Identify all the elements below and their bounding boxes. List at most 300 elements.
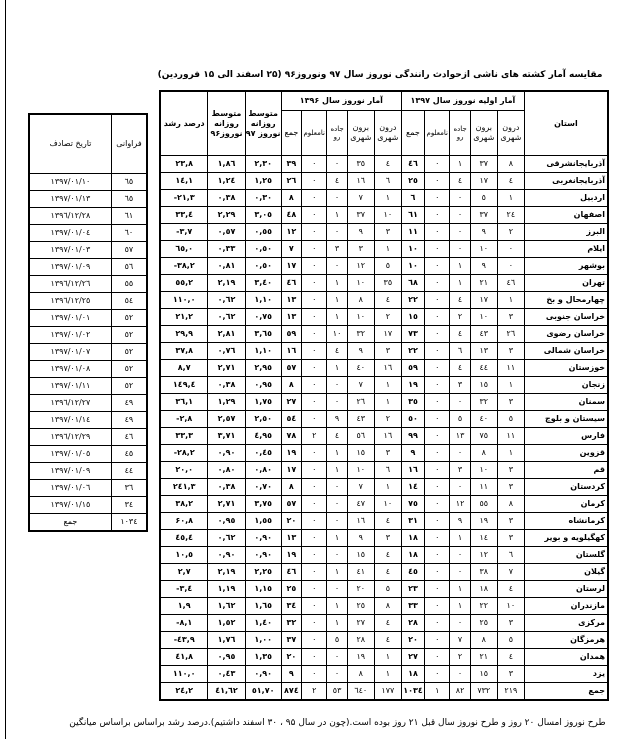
list-item — [29, 225, 147, 242]
outer96-cell: ۸ — [347, 292, 374, 309]
province-cell: سمنان — [524, 394, 608, 411]
rural97-cell: ۲ — [450, 649, 470, 666]
outer96-cell: ۳ — [347, 241, 374, 258]
outer97-cell: ۷٥ — [470, 428, 497, 445]
accident-date-cell: ۱۳۹٦/۱۲/۲٦ — [29, 276, 111, 293]
rural97-cell: ٤ — [450, 326, 470, 343]
total96-cell: ٥۷ — [281, 496, 301, 513]
outer96-cell: ۷ — [347, 479, 374, 496]
urban97-cell: ٦ — [497, 547, 524, 564]
total96-cell: ۸ — [281, 377, 301, 394]
growth-cell: ۱,۹ — [160, 598, 208, 615]
header-avg97: متوسط روزانه نوروز ۹۷ — [245, 91, 281, 156]
province-cell: آذربایجانشرقی — [524, 156, 608, 173]
table-row — [160, 428, 608, 445]
urban97-cell: ۳ — [497, 343, 524, 360]
unknown96-cell: ۰ — [302, 292, 327, 309]
unknown96-cell: ۰ — [302, 343, 327, 360]
avg96-cell: ۱,۱۹ — [208, 581, 245, 598]
urban97-cell: ۸ — [497, 496, 524, 513]
unknown97-cell: ۰ — [425, 173, 450, 190]
urban97-cell: ۳ — [497, 513, 524, 530]
rural97-cell: ۰ — [450, 224, 470, 241]
rural96-cell: ۰ — [327, 479, 347, 496]
urban97-cell: ۱۰ — [497, 598, 524, 615]
growth-cell: ۲۳,۸ — [160, 156, 208, 173]
avg97-cell: ۲,۲٥ — [245, 564, 281, 581]
accident-date-cell: ۱۳۹۷/۰۱/۰۲ — [29, 327, 111, 344]
rural97-cell: ۱ — [450, 581, 470, 598]
total97-cell: ۱۰۳٤ — [401, 683, 424, 701]
urban96-cell: ٦ — [374, 462, 401, 479]
growth-cell: -٤۳,۹ — [160, 632, 208, 649]
urban96-cell: ۳ — [374, 224, 401, 241]
avg97-cell: ۱,۱۰ — [245, 343, 281, 360]
province-cell: بوشهر — [524, 258, 608, 275]
urban97-cell: ۱ — [497, 377, 524, 394]
urban96-cell: ۱ — [374, 377, 401, 394]
urban96-cell: ۱ — [374, 479, 401, 496]
avg96-cell: ۰,۳۸ — [208, 377, 245, 394]
rural97-cell: ۱۳ — [450, 428, 470, 445]
growth-cell: -۲,۸ — [160, 411, 208, 428]
avg96-cell: ۱,۲۹ — [208, 394, 245, 411]
urban97-cell: ۱ — [497, 292, 524, 309]
rural96-cell: ۰ — [327, 513, 347, 530]
total96-cell: ۸ — [281, 190, 301, 207]
table-row — [160, 547, 608, 564]
rural96-cell: ۱ — [327, 360, 347, 377]
rural97-cell: ۱ — [450, 275, 470, 292]
list-item — [29, 174, 147, 191]
outer96-cell: ۱٦ — [347, 173, 374, 190]
accident-date-cell: ۱۳۹٦/۱۲/۲۸ — [29, 208, 111, 225]
outer97-cell: ۱۰ — [470, 241, 497, 258]
avg96-cell: ٤۱,٦۲ — [208, 683, 245, 701]
outer97-cell: ۱۲ — [470, 547, 497, 564]
province-cell: مازندران — [524, 598, 608, 615]
growth-cell: ۳۳,۳ — [160, 428, 208, 445]
avg97-cell: ٤,۹٥ — [245, 428, 281, 445]
urban97-cell: ۳ — [497, 530, 524, 547]
outer97-cell: ۳۷ — [470, 207, 497, 224]
total97-cell: ۱۸ — [401, 547, 424, 564]
list-item — [29, 293, 147, 310]
rural96-cell: ۰ — [327, 581, 347, 598]
table-row — [160, 343, 608, 360]
unknown96-cell: ۰ — [302, 156, 327, 173]
total97-cell: ۱٤ — [401, 479, 424, 496]
avg96-cell: ۰,۸۱ — [208, 258, 245, 275]
province-cell: خراسان جنوبی — [524, 309, 608, 326]
table-row — [160, 394, 608, 411]
avg96-cell: ۰,۹٥ — [208, 649, 245, 666]
total96-cell: ۱۹ — [281, 445, 301, 462]
urban97-cell: ۲٦ — [497, 326, 524, 343]
outer96-cell: ٥٦ — [347, 428, 374, 445]
table-row — [160, 241, 608, 258]
urban96-cell: ۱۰ — [374, 496, 401, 513]
avg97-cell: ۱,۱٥ — [245, 581, 281, 598]
total97-cell: ۹۹ — [401, 428, 424, 445]
total97-cell: ۳۳ — [401, 598, 424, 615]
avg97-cell: ۱,٦٥ — [245, 598, 281, 615]
total96-cell: ۸ — [281, 479, 301, 496]
avg96-cell: ۲,۱۹ — [208, 564, 245, 581]
growth-cell: -۳,٤ — [160, 581, 208, 598]
rural96-cell: ۰ — [327, 666, 347, 683]
unknown96-cell: ۰ — [302, 564, 327, 581]
outer96-cell: ۲۰ — [347, 581, 374, 598]
unknown97-cell: ۰ — [425, 428, 450, 445]
rural97-cell: ٤ — [450, 173, 470, 190]
outer97-cell: ۸ — [470, 632, 497, 649]
avg97-cell: ۱,۰۰ — [245, 632, 281, 649]
urban97-cell: ۳ — [497, 615, 524, 632]
unknown97-cell: ۰ — [425, 360, 450, 377]
urban96-cell: ۳ — [374, 445, 401, 462]
list-item — [29, 327, 147, 344]
unknown96-cell: ۰ — [302, 598, 327, 615]
urban96-cell: ۱٦ — [374, 428, 401, 445]
rural96-cell: ٤ — [327, 428, 347, 445]
growth-cell: ۳۳,٤ — [160, 207, 208, 224]
outer97-cell: ۱٥ — [470, 377, 497, 394]
urban97-cell: ٤ — [497, 173, 524, 190]
avg97-cell: ۰,۸۰ — [245, 462, 281, 479]
total97-cell: ۲٥ — [401, 173, 424, 190]
province-rows — [160, 156, 608, 701]
avg96-cell: ۰,٦۲ — [208, 309, 245, 326]
total97-cell: ۱۰ — [401, 241, 424, 258]
table-row — [160, 632, 608, 649]
unknown97-cell: ۰ — [425, 224, 450, 241]
outer96-cell: ٤۰ — [347, 360, 374, 377]
total97-cell: ۲۳ — [401, 581, 424, 598]
frequency-cell: ٦۰ — [111, 225, 147, 242]
total96-cell: ۱٦ — [281, 343, 301, 360]
avg96-cell: ۱,۸٦ — [208, 156, 245, 173]
avg97-cell: ۱,۲٥ — [245, 173, 281, 190]
header-unknown-96: نامعلوم — [302, 111, 327, 156]
province-cell: کهگیلویه و بویر — [524, 530, 608, 547]
outer96-cell: ۱۰ — [347, 275, 374, 292]
urban97-cell: ۱ — [497, 190, 524, 207]
avg96-cell: ۰,۹۰ — [208, 547, 245, 564]
urban96-cell: ۱٦ — [374, 360, 401, 377]
province-cell: هرمزگان — [524, 632, 608, 649]
table-row — [160, 292, 608, 309]
urban97-cell: ٥ — [497, 411, 524, 428]
growth-cell: ۲۱,۲ — [160, 309, 208, 326]
accident-date-cell: ۱۳۹۷/۰۱/۰۹ — [29, 463, 111, 480]
rural96-cell: ۱ — [327, 530, 347, 547]
outer96-cell: ۷ — [347, 190, 374, 207]
avg97-cell: ۲,٥۰ — [245, 411, 281, 428]
avg96-cell: ۰,۳۳ — [208, 241, 245, 258]
outer96-cell: ۲۷ — [347, 615, 374, 632]
frequency-cell: ۱۰۳٤ — [111, 514, 147, 532]
avg97-cell: ۰,۹۰ — [245, 530, 281, 547]
province-cell: چهارمحال و بخ — [524, 292, 608, 309]
rural96-cell: ۱ — [327, 445, 347, 462]
urban96-cell: ۱ — [374, 666, 401, 683]
urban96-cell: ٥ — [374, 581, 401, 598]
total97-cell: ۷۳ — [401, 326, 424, 343]
frequency-cell: ٤۹ — [111, 412, 147, 429]
urban96-cell: ۱۷۷ — [374, 683, 401, 701]
outer97-cell: ۱۸ — [470, 581, 497, 598]
province-cell: تهران — [524, 275, 608, 292]
total97-cell: ۷٥ — [401, 496, 424, 513]
rural96-cell: ٤ — [327, 343, 347, 360]
unknown97-cell: ۰ — [425, 377, 450, 394]
urban96-cell: ۲ — [374, 309, 401, 326]
urban96-cell: ٤ — [374, 156, 401, 173]
avg96-cell: ۰,٦۲ — [208, 292, 245, 309]
avg97-cell: ۰,٥٥ — [245, 224, 281, 241]
urban97-cell: ۷ — [497, 564, 524, 581]
province-stats-table — [159, 90, 609, 701]
outer96-cell: ۲۸ — [347, 632, 374, 649]
urban97-cell: ۲ — [497, 224, 524, 241]
accident-date-cell: ۱۳۹۷/۰۱/۰٦ — [29, 480, 111, 497]
unknown97-cell: ۰ — [425, 241, 450, 258]
unknown96-cell: ۰ — [302, 615, 327, 632]
rural96-cell: ۰ — [327, 258, 347, 275]
urban96-cell: ۳ — [374, 530, 401, 547]
frequency-cell: ٥٦ — [111, 259, 147, 276]
total96-cell: ۲٥ — [281, 581, 301, 598]
header-group97: آمار اولیه نوروز سال ۱۳۹۷ — [401, 91, 524, 111]
total96-cell: ٤٦ — [281, 564, 301, 581]
growth-cell: ۲٤۱,۳ — [160, 479, 208, 496]
growth-cell: ۱۱۰,۰ — [160, 666, 208, 683]
urban97-cell: ۸ — [497, 156, 524, 173]
list-item — [29, 480, 147, 497]
avg97-cell: ۱,۱۰ — [245, 292, 281, 309]
rural96-cell: ۰ — [327, 394, 347, 411]
list-item — [29, 514, 147, 532]
outer97-cell: ۱۰ — [470, 462, 497, 479]
outer97-cell: ۳۲ — [470, 394, 497, 411]
header-urban-97: درون شهری — [497, 111, 524, 156]
header-accident-date: تاریخ تصادف — [29, 114, 111, 174]
urban96-cell: ۳٥ — [374, 275, 401, 292]
outer96-cell: ۲٥ — [347, 598, 374, 615]
outer96-cell: ٤۷ — [347, 496, 374, 513]
urban97-cell: ۲۱۹ — [497, 683, 524, 701]
total96-cell: ۱۷ — [281, 462, 301, 479]
rural96-cell: ۱ — [327, 462, 347, 479]
urban96-cell: ٦ — [374, 173, 401, 190]
unknown96-cell: ۰ — [302, 309, 327, 326]
urban97-cell: ۳ — [497, 462, 524, 479]
header-outer-96: برون شهری — [347, 111, 374, 156]
growth-cell: ٦٥,۰ — [160, 241, 208, 258]
growth-cell: -۲۸,۲ — [160, 445, 208, 462]
list-item — [29, 310, 147, 327]
urban97-cell: ۲٤ — [497, 207, 524, 224]
unknown96-cell: ۰ — [302, 258, 327, 275]
unknown96-cell: ۰ — [302, 445, 327, 462]
rural96-cell: ۳ — [327, 241, 347, 258]
outer96-cell: ۱٥ — [347, 445, 374, 462]
outer97-cell: ۱٤ — [470, 530, 497, 547]
outer97-cell: ۱۳ — [470, 343, 497, 360]
total96-cell: ۷ — [281, 241, 301, 258]
outer97-cell: ۲۱ — [470, 275, 497, 292]
outer96-cell: ۷ — [347, 377, 374, 394]
accident-date-cell: ۱۳۹۷/۰۱/۰۸ — [29, 361, 111, 378]
rural97-cell: ۱ — [450, 156, 470, 173]
avg97-cell: ۱,۳٥ — [245, 649, 281, 666]
list-item — [29, 361, 147, 378]
total97-cell: ۲۰ — [401, 632, 424, 649]
accident-date-cell: ۱۳۹۷/۰۱/۱۱ — [29, 378, 111, 395]
unknown96-cell: ۰ — [302, 207, 327, 224]
frequency-cell: ٥۲ — [111, 327, 147, 344]
accident-date-cell: ۱۳۹۷/۰۱/۰۹ — [29, 259, 111, 276]
table-row — [160, 666, 608, 683]
outer96-cell: ۱٥ — [347, 547, 374, 564]
header-rural-96: جاده رو — [327, 111, 347, 156]
header-urban-96: درون شهری — [374, 111, 401, 156]
total96-cell: ۱۳ — [281, 309, 301, 326]
total97-cell: ۳۱ — [401, 513, 424, 530]
urban96-cell: ٤ — [374, 632, 401, 649]
urban97-cell: ۱۱ — [497, 428, 524, 445]
avg96-cell: ۰,٦۲ — [208, 530, 245, 547]
accident-date-cell: ۱۳۹۷/۰۱/۱٤ — [29, 412, 111, 429]
unknown97-cell: ۰ — [425, 530, 450, 547]
urban97-cell: ۳ — [497, 394, 524, 411]
outer97-cell: ٤۰ — [470, 411, 497, 428]
rural96-cell: ٥۳ — [327, 683, 347, 701]
avg97-cell: ۰,٤٥ — [245, 445, 281, 462]
accident-date-cell: ۱۳۹۷/۰۱/۰۳ — [29, 242, 111, 259]
header-growth: درصد رشد — [160, 91, 208, 156]
unknown96-cell: ۰ — [302, 224, 327, 241]
table-row — [160, 513, 608, 530]
avg96-cell: ۲,۲۹ — [208, 207, 245, 224]
total96-cell: ۱۳ — [281, 530, 301, 547]
outer97-cell: ۲۱ — [470, 649, 497, 666]
growth-cell: ۲۹,۹ — [160, 326, 208, 343]
list-item — [29, 242, 147, 259]
header-frequency: فراوانی — [111, 114, 147, 174]
urban96-cell: ٤ — [374, 547, 401, 564]
total97-cell: ٦۱ — [401, 207, 424, 224]
urban96-cell: ٤ — [374, 513, 401, 530]
table-row — [160, 207, 608, 224]
outer97-cell: ۱۹ — [470, 513, 497, 530]
growth-cell: ۶۰,۸ — [160, 513, 208, 530]
avg96-cell: ۲,۸۱ — [208, 326, 245, 343]
growth-cell: ٤۱,۸ — [160, 649, 208, 666]
rural97-cell: ۰ — [450, 615, 470, 632]
province-cell: فارس — [524, 428, 608, 445]
rural97-cell: ۱ — [450, 530, 470, 547]
outer97-cell: ۱۷ — [470, 173, 497, 190]
urban96-cell: ۱۷ — [374, 326, 401, 343]
table-row — [160, 411, 608, 428]
rural97-cell: ۰ — [450, 241, 470, 258]
growth-cell: ٥٥,۲ — [160, 275, 208, 292]
rural97-cell: ٤ — [450, 360, 470, 377]
rural96-cell: ٥ — [327, 632, 347, 649]
province-cell: گلستان — [524, 547, 608, 564]
header-group96: آمار نوروز سال ۱۳۹۶ — [281, 91, 401, 111]
unknown97-cell: ۰ — [425, 343, 450, 360]
accident-date-cell: ۱۳۹٦/۱۲/۲۹ — [29, 429, 111, 446]
unknown97-cell: ۰ — [425, 632, 450, 649]
unknown97-cell: ۰ — [425, 411, 450, 428]
total97-cell: ٦۸ — [401, 275, 424, 292]
frequency-cell: ٤۹ — [111, 395, 147, 412]
total97-cell: ۲۷ — [401, 649, 424, 666]
province-cell: زنجان — [524, 377, 608, 394]
frequency-cell: ٤٤ — [111, 463, 147, 480]
urban96-cell: ٥ — [374, 258, 401, 275]
outer96-cell: ۱۰ — [347, 309, 374, 326]
urban97-cell: ٤ — [497, 649, 524, 666]
rural97-cell: ۸۲ — [450, 683, 470, 701]
urban96-cell: ۳ — [374, 343, 401, 360]
accident-date-cell: ۱۳۹۷/۰۱/۱٥ — [29, 497, 111, 514]
outer96-cell: ۱٦ — [347, 513, 374, 530]
avg97-cell: ۳,۷٥ — [245, 496, 281, 513]
avg97-cell: ۰,۹٥ — [245, 377, 281, 394]
total97-cell: ۱۸ — [401, 530, 424, 547]
list-item — [29, 497, 147, 514]
total96-cell: ٤٦ — [281, 275, 301, 292]
frequency-cell: ٤٦ — [111, 429, 147, 446]
frequency-cell: ٥٤ — [111, 293, 147, 310]
avg97-cell: ۰,۳۰ — [245, 190, 281, 207]
total97-cell: ۱۹ — [401, 377, 424, 394]
unknown96-cell: ۰ — [302, 462, 327, 479]
rural97-cell: ٦ — [450, 343, 470, 360]
growth-cell: ۲۰,۰ — [160, 462, 208, 479]
avg96-cell: ۰,٥۷ — [208, 224, 245, 241]
outer97-cell: ٤۳ — [470, 326, 497, 343]
rural97-cell: ۰ — [450, 479, 470, 496]
frequency-cell: ٥۲ — [111, 310, 147, 327]
unknown97-cell: ۰ — [425, 462, 450, 479]
outer96-cell: ۹ — [347, 224, 374, 241]
avg97-cell: ۰,٥۰ — [245, 241, 281, 258]
accident-date-cell: ۱۳۹۷/۰۱/۰٥ — [29, 446, 111, 463]
province-cell: کرمانشاه — [524, 513, 608, 530]
avg97-cell: ۱,٥٥ — [245, 513, 281, 530]
table-row — [160, 258, 608, 275]
total96-cell: ٥٤ — [281, 411, 301, 428]
total96-cell: ۳۹ — [281, 156, 301, 173]
outer96-cell: ٤۳ — [347, 411, 374, 428]
rural96-cell: ۱ — [327, 615, 347, 632]
list-item — [29, 395, 147, 412]
header-total-96: جمع — [281, 111, 301, 156]
outer97-cell: ۱٥ — [470, 666, 497, 683]
outer97-cell: ۷۳۲ — [470, 683, 497, 701]
list-item — [29, 276, 147, 293]
rural97-cell: ۰ — [450, 547, 470, 564]
rural96-cell: ۰ — [327, 377, 347, 394]
avg96-cell: ۰,۳۸ — [208, 190, 245, 207]
rural96-cell: ۰ — [327, 547, 347, 564]
rural96-cell: ۱۰ — [327, 326, 347, 343]
